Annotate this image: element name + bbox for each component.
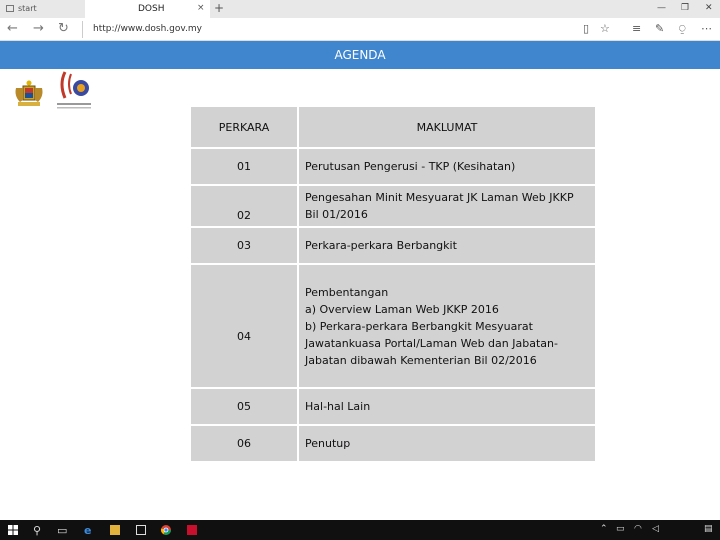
network-icon[interactable]: ◠ <box>634 524 642 534</box>
close-window-icon[interactable]: ✕ <box>705 3 713 13</box>
hub-icon[interactable]: ≡ <box>632 22 642 35</box>
tab-start[interactable] <box>0 0 85 18</box>
table-row <box>190 264 596 388</box>
row-number: 05 <box>190 388 298 425</box>
row-number: 04 <box>190 264 298 388</box>
table-row <box>190 425 596 462</box>
taskbar <box>0 520 720 540</box>
row-number: 01 <box>190 148 298 185</box>
table-row <box>190 227 596 264</box>
task-view-icon[interactable]: ▭ <box>57 524 68 537</box>
tray-arrow-icon[interactable]: ⌃ <box>600 524 608 534</box>
row-description: Perkara-perkara Berbangkit <box>298 227 596 264</box>
reading-view-icon[interactable]: ▯ <box>583 22 590 35</box>
favorite-star-icon[interactable]: ☆ <box>600 22 610 35</box>
back-arrow-icon[interactable]: ← <box>7 21 18 36</box>
header-maklumat: MAKLUMAT <box>298 106 596 148</box>
store-icon[interactable] <box>136 525 146 535</box>
header-perkara: PERKARA <box>190 106 298 148</box>
notification-icon[interactable]: ▤ <box>704 524 713 534</box>
file-explorer-icon[interactable] <box>110 525 120 535</box>
more-icon[interactable]: ⋯ <box>701 22 712 35</box>
tab-dosh[interactable] <box>85 0 210 18</box>
row-description: Hal-hal Lain <box>298 388 596 425</box>
malaysia-crest-logo <box>12 80 46 108</box>
edge-icon[interactable]: e <box>84 524 92 537</box>
share-icon[interactable]: ⍜ <box>679 22 686 35</box>
new-tab-button[interactable]: + <box>214 1 225 15</box>
agenda-table <box>190 106 596 462</box>
maximize-icon[interactable]: ❐ <box>681 3 690 13</box>
table-row <box>190 148 596 185</box>
acrobat-icon[interactable] <box>187 525 197 535</box>
search-icon[interactable]: ⚲ <box>33 524 42 537</box>
row-number: 06 <box>190 425 298 462</box>
minimize-icon[interactable]: — <box>657 3 666 13</box>
row-number: 02 <box>190 185 298 227</box>
web-note-icon[interactable]: ✎ <box>655 22 665 35</box>
page-icon <box>6 5 14 12</box>
volume-icon[interactable]: ◁ <box>652 524 659 534</box>
windows-start-icon[interactable] <box>8 525 18 535</box>
agenda-banner: AGENDA <box>0 41 720 69</box>
row-description: Pembentangan a) Overview Laman Web JKKP 2016 b) Perkara-perkara Berbangkit Mesyuarat Jawatankuasa Portal/Laman Web dan Jabatan-Jabatan dibawah Kementerian Bil 02/2016 <box>298 264 596 388</box>
table-row <box>190 388 596 425</box>
chrome-icon[interactable] <box>161 525 171 535</box>
tab-bar <box>0 0 720 18</box>
table-header-row <box>190 106 596 148</box>
dosh-logo <box>55 68 95 112</box>
forward-arrow-icon[interactable]: → <box>33 21 44 36</box>
tab-start-label: start <box>18 4 37 13</box>
url-field[interactable]: http://www.dosh.gov.my <box>82 21 580 38</box>
row-description: Perutusan Pengerusi - TKP (Kesihatan) <box>298 148 596 185</box>
battery-icon[interactable]: ▭ <box>616 524 625 534</box>
row-description: Penutup <box>298 425 596 462</box>
refresh-icon[interactable]: ↻ <box>58 21 69 36</box>
address-bar <box>0 18 720 41</box>
table-row <box>190 185 596 227</box>
row-description: Pengesahan Minit Mesyuarat JK Laman Web JKKP Bil 01/2016 <box>298 185 596 227</box>
row-number: 03 <box>190 227 298 264</box>
tab-dosh-label: DOSH <box>138 4 165 14</box>
close-tab-icon[interactable]: × <box>197 3 205 13</box>
